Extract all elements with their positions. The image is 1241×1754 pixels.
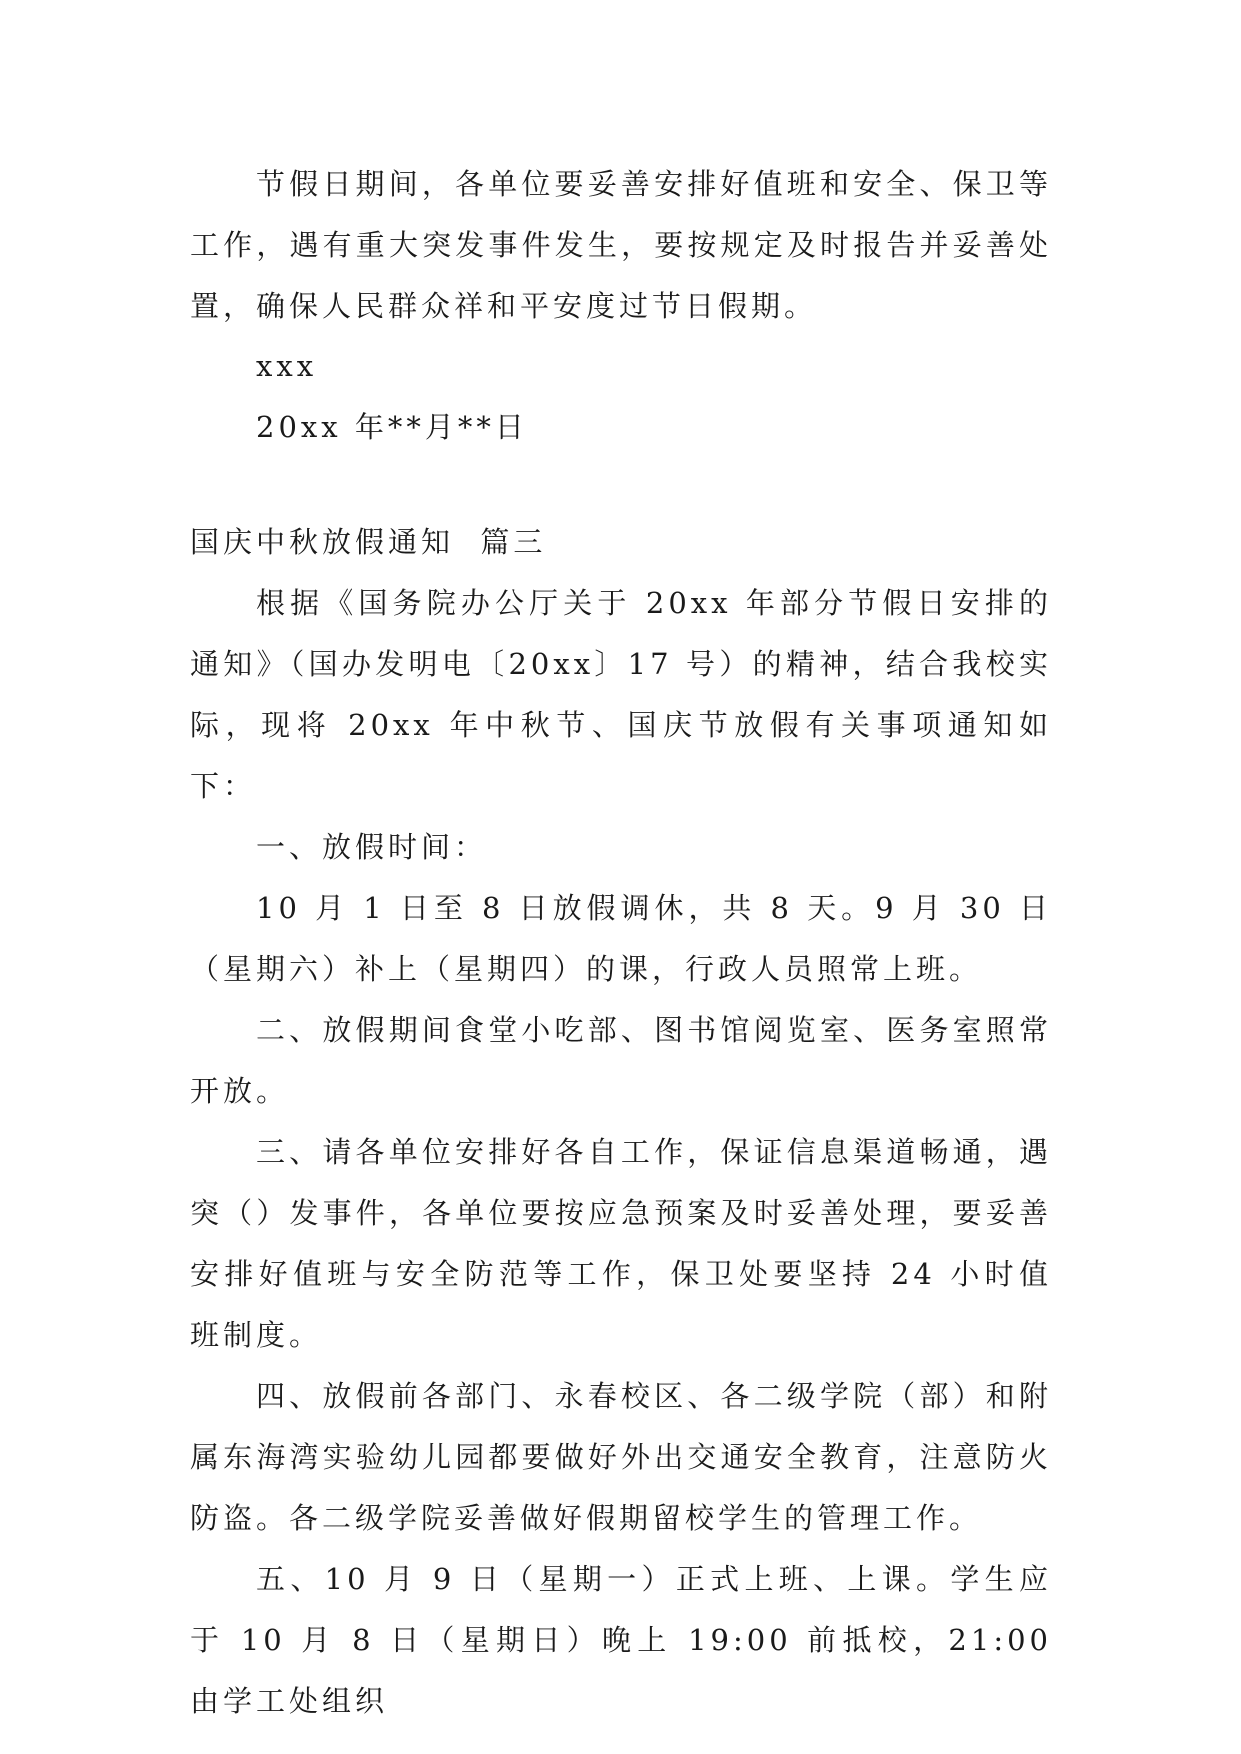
- paragraph-holiday-time: 10 月 1 日至 8 日放假调休，共 8 天。9 月 30 日（星期六）补上（星期四）的课，行政人员照常上班。: [190, 891, 1052, 986]
- paragraph-item-2: 二、放假期间食堂小吃部、图书馆阅览室、医务室照常开放。: [190, 1013, 1052, 1108]
- paragraph-basis: 根据《国务院办公厅关于 20xx 年部分节假日安排的通知》（国办发明电〔20xx〕17 号）的精神，结合我校实际，现将 20xx 年中秋节、国庆节放假有关事项通知如下：: [190, 586, 1052, 803]
- paragraph-item-3: 三、请各单位安排好各自工作，保证信息渠道畅通，遇突（）发事件，各单位要按应急预案及时妥善处理，要妥善安排好值班与安全防范等工作，保卫处要坚持 24 小时值班制度。: [190, 1135, 1052, 1352]
- intro-block: [190, 154, 1052, 337]
- intro-paragraph: 节假日期间，各单位要妥善安排好值班和安全、保卫等工作，遇有重大突发事件发生，要按规定及时报告并妥善处置，确保人民群众祥和平安度过节日假期。: [190, 167, 1052, 323]
- paragraph-item-5: 五、10 月 9 日（星期一）正式上班、上课。学生应于 10 月 8 日（星期日）晚上 19:00 前抵校，21:00 由学工处组织: [190, 1562, 1052, 1718]
- signature-name: xxx: [256, 349, 318, 383]
- signature-date: 20xx 年**月**日: [256, 410, 528, 444]
- paragraph-item-1-heading: 一、放假时间：: [256, 830, 488, 864]
- paragraph-item-4: 四、放假前各部门、永春校区、各二级学院（部）和附属东海湾实验幼儿园都要做好外出交通安全教育，注意防火防盗。各二级学院妥善做好假期留校学生的管理工作。: [190, 1379, 1052, 1535]
- notice-body: [190, 573, 1052, 1732]
- section-title: 国庆中秋放假通知 篇三: [190, 525, 547, 559]
